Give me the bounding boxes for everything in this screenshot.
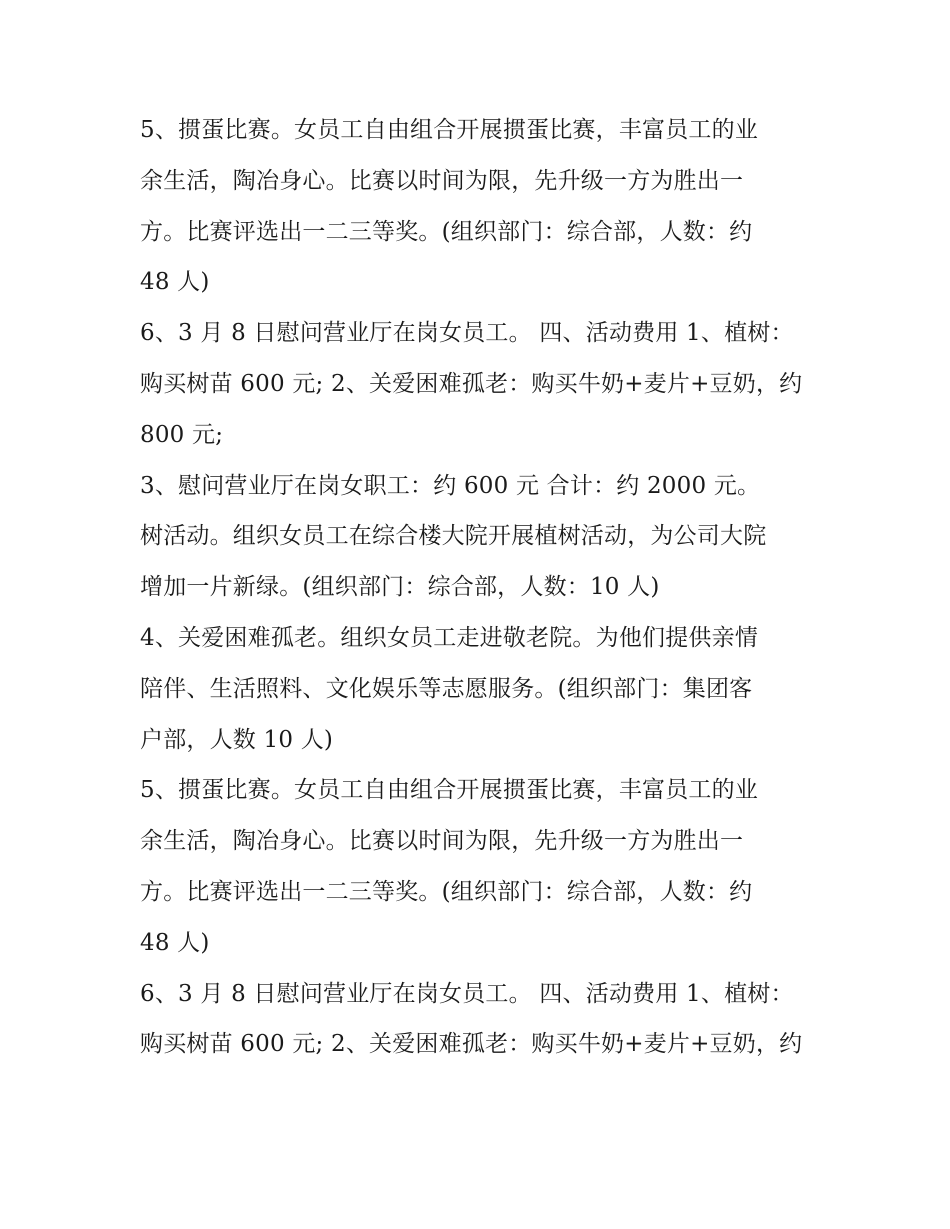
text-line: 户部，人数 10 人): [140, 726, 334, 753]
text-line: 购买树苗 600 元; 2、关爱困难孤老：购买牛奶+麦片+豆奶，约: [140, 370, 803, 397]
text-line: 6、3 月 8 日慰问营业厅在岗女员工。 四、活动费用 1、植树：: [140, 320, 794, 347]
text-line: 陪伴、生活照料、文化娱乐等志愿服务。(组织部门：集团客: [140, 675, 753, 702]
text-line: 购买树苗 600 元; 2、关爱困难孤老：购买牛奶+麦片+豆奶，约: [140, 1031, 803, 1058]
text-line: 方。比赛评选出一二三等奖。(组织部门：综合部，人数：约: [140, 878, 753, 905]
text-line: 5、掼蛋比赛。女员工自由组合开展掼蛋比赛，丰富员工的业: [140, 117, 759, 143]
text-line: 5、掼蛋比赛。女员工自由组合开展掼蛋比赛，丰富员工的业: [140, 777, 759, 804]
text-line: 增加一片新绿。(组织部门：综合部，人数：10 人): [140, 574, 660, 601]
text-line: 余生活，陶冶身心。比赛以时间为限，先升级一方为胜出一: [140, 167, 744, 194]
text-line: 方。比赛评选出一二三等奖。(组织部门：综合部，人数：约: [140, 218, 753, 245]
text-line: 6、3 月 8 日慰问营业厅在岗女员工。 四、活动费用 1、植树：: [140, 980, 794, 1007]
text-line: 余生活，陶冶身心。比赛以时间为限，先升级一方为胜出一: [140, 828, 744, 855]
text-line: 3、慰问营业厅在岗女职工：约 600 元 合计：约 2000 元。: [140, 472, 761, 499]
document-body: [140, 105, 820, 1070]
text-line: 4、关爱困难孤老。组织女员工走进敬老院。为他们提供亲情: [140, 624, 759, 651]
text-line: 48 人): [140, 269, 210, 296]
text-line: 树活动。组织女员工在综合楼大院开展植树活动，为公司大院: [140, 523, 767, 550]
text-line: 800 元;: [140, 421, 224, 448]
text-line: 48 人): [140, 929, 210, 956]
